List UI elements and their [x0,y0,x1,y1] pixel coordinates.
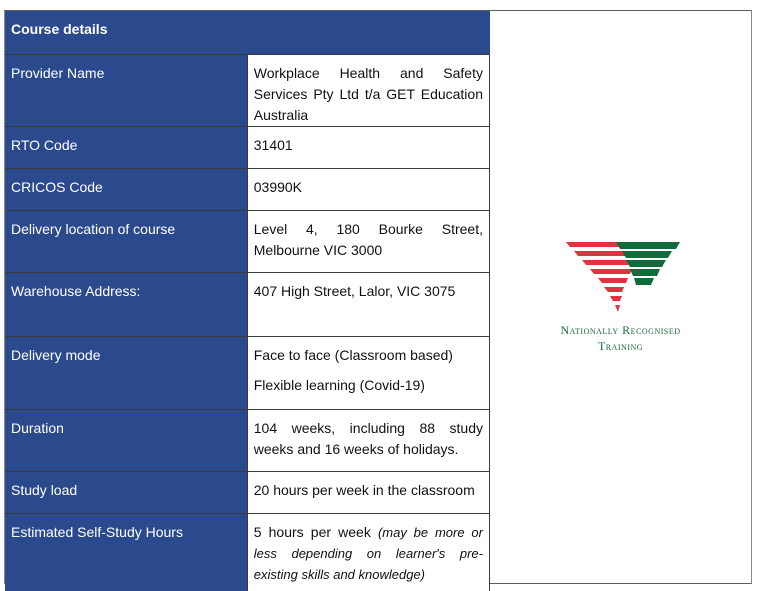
logo-panel [490,11,751,583]
delivery-mode-option: Flexible learning (Covid-19) [253,376,425,393]
section-title: Course details [5,11,490,54]
study-load-value: 20 hours per week in the classroom [247,471,489,513]
duration-value: 104 weeks, including 88 study weeks and 16 weeks of holidays. [247,409,489,471]
row-study-load [5,471,490,513]
rto-code-value: 31401 [247,126,489,168]
row-delivery-mode [5,336,490,409]
delivery-mode-value [247,336,489,409]
row-warehouse-address [5,272,490,336]
self-study-hours-label: Estimated Self-Study Hours [5,513,247,591]
cricos-code-value: 03990K [247,168,489,210]
self-study-hours-value [247,513,489,591]
course-details-document [4,10,752,584]
study-load-label: Study load [5,471,247,513]
rto-code-label: RTO Code [5,126,247,168]
course-details-table [5,11,490,591]
nrt-logo-line1 [490,323,751,338]
nrt-logo-line2 [490,339,751,354]
warehouse-address-value: 407 High Street, Lalor, VIC 3075 [247,272,489,336]
row-provider-name [5,54,490,126]
warehouse-address-label: Warehouse Address: [5,272,247,336]
row-cricos-code [5,168,490,210]
row-rto-code [5,126,490,168]
nrt-triangle-logo-icon [560,239,680,321]
row-duration [5,409,490,471]
delivery-mode-option: Face to face (Classroom based) [253,346,453,363]
self-study-hours-note: (may be more or less depending on learner's pre-existing skills and knowledge) [253,524,483,582]
cricos-code-label: CRICOS Code [5,168,247,210]
table-header-row [5,11,490,54]
nrt-logo-line2-text: Training [597,339,644,353]
row-self-study-hours [5,513,490,591]
provider-name-value: Workplace Health and Safety Services Pty Ltd t/a GET Education Australia [247,54,489,126]
self-study-hours-main: 5 hours per week [253,523,371,540]
provider-name-label: Provider Name [5,54,247,126]
row-delivery-location [5,210,490,272]
delivery-location-value: Level 4, 180 Bourke Street, Melbourne VIC 3000 [247,210,489,272]
delivery-mode-label: Delivery mode [5,336,247,409]
nrt-logo-line1-text: Nationally Recognised [560,323,681,337]
duration-label: Duration [5,409,247,471]
delivery-location-label: Delivery location of course [5,210,247,272]
